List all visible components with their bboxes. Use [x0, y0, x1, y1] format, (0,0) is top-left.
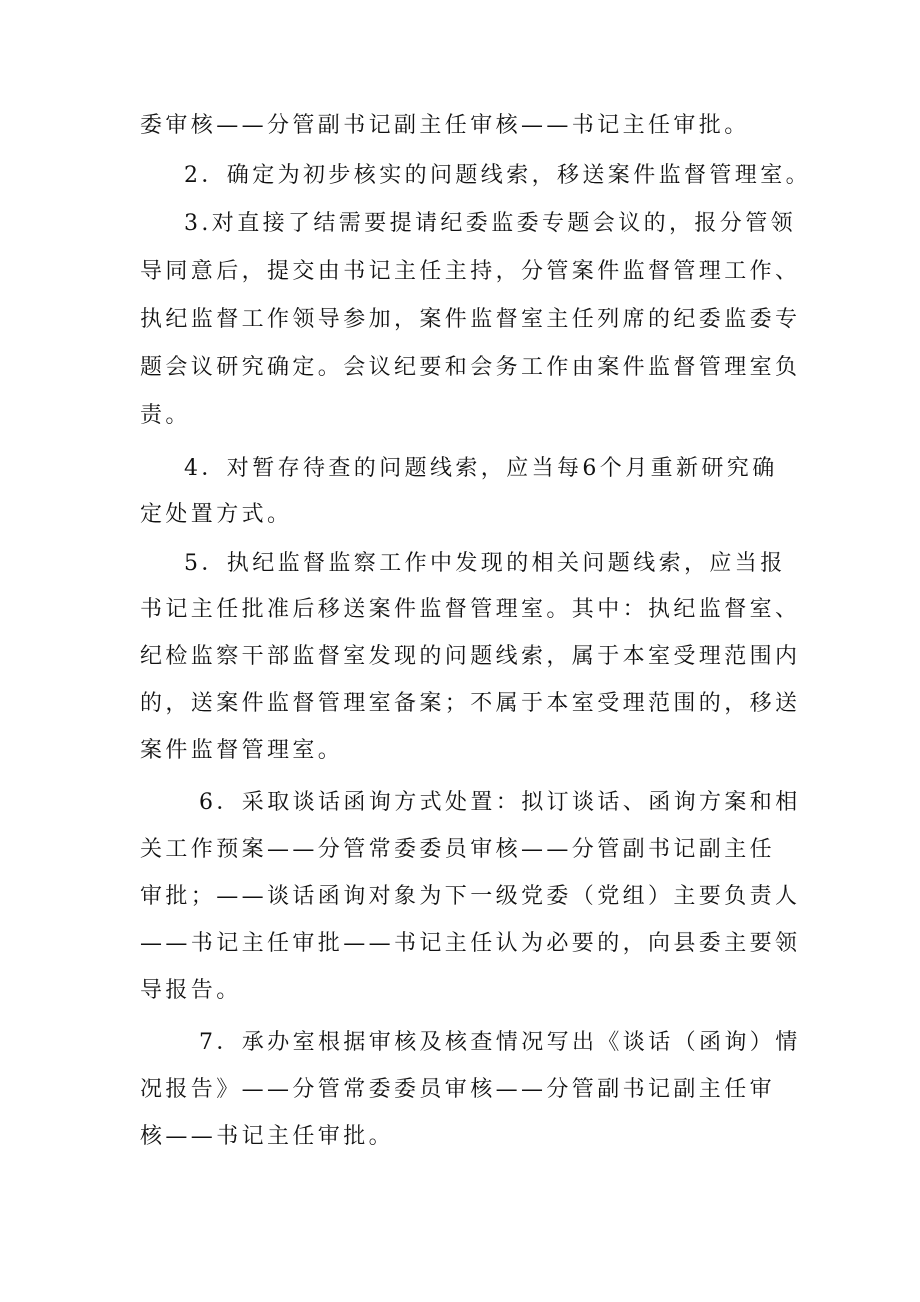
text-line-18: ——书记主任审批——书记主任认为必要的，向县委主要领: [140, 931, 801, 956]
text-line-9: 定处置方式。: [140, 502, 293, 527]
text-line-20: 7．承办室根据审核及核查情况写出《谈话（函询）情: [199, 1030, 801, 1055]
text-line-15: 6．采取谈话函询方式处置：拟订谈话、函询方案和相: [199, 790, 801, 815]
text-line-7: 责。: [140, 403, 191, 428]
text-line-21: 况报告》——分管常委委员审核——分管副书记副主任审: [140, 1077, 776, 1102]
text-line-14: 案件监督管理室。: [140, 738, 344, 763]
text-line-17: 审批；——谈话函询对象为下一级党委（党组）主要负责人: [140, 884, 801, 909]
text-line-13: 的，送案件监督管理室备案；不属于本室受理范围的，移送: [140, 691, 801, 716]
text-line-8: 4．对暂存待查的问题线索，应当每6个月重新研究确: [184, 456, 778, 481]
text-line-2: 2．确定为初步核实的问题线索，移送案件监督管理室。: [184, 163, 811, 188]
text-line-5: 执纪监督工作领导参加，案件监督室主任列席的纪委监委专: [140, 307, 801, 332]
text-line-3: 3.对直接了结需要提请纪委监委专题会议的，报分管领: [184, 211, 796, 236]
text-line-10: 5．执纪监督监察工作中发现的相关问题线索，应当报: [184, 551, 786, 576]
text-line-16: 关工作预案——分管常委委员审核——分管副书记副主任: [140, 837, 776, 862]
text-line-1: 委审核——分管副书记副主任审核——书记主任审批。: [140, 113, 750, 138]
text-line-6: 题会议研究确定。会议纪要和会务工作由案件监督管理室负: [140, 355, 801, 380]
text-line-22: 核——书记主任审批。: [140, 1124, 395, 1149]
text-line-11: 书记主任批准后移送案件监督管理室。其中：执纪监督室、: [140, 597, 801, 622]
text-line-4: 导同意后，提交由书记主任主持，分管案件监督管理工作、: [140, 259, 801, 284]
text-line-19: 导报告。: [140, 978, 242, 1003]
text-line-12: 纪检监察干部监督室发现的问题线索，属于本室受理范围内: [140, 644, 801, 669]
